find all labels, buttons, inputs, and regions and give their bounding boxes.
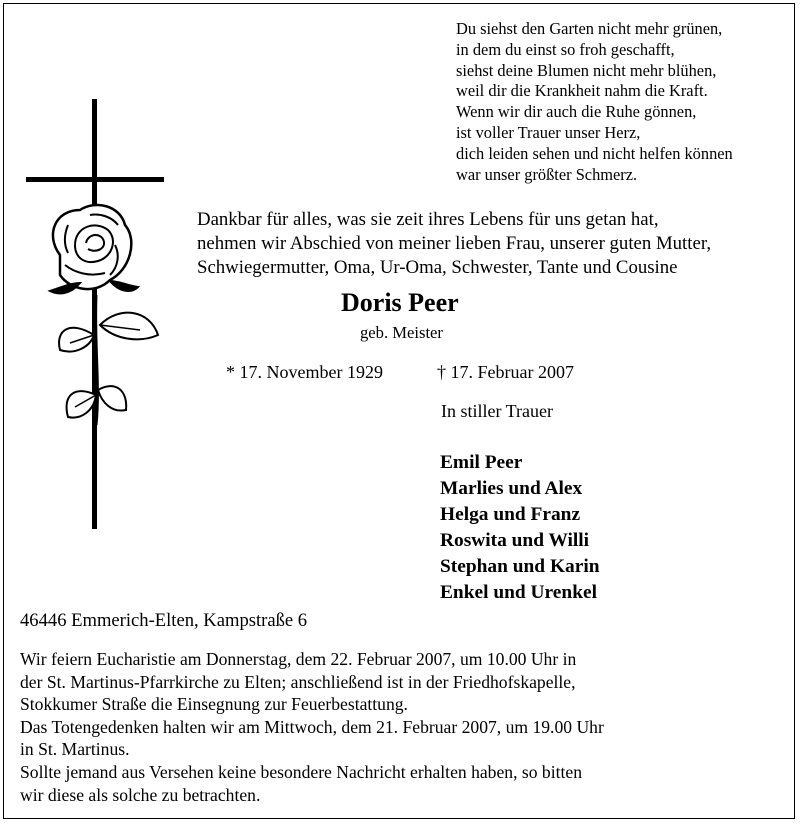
death-date: † 17. Februar 2007 <box>437 362 574 382</box>
family-member: Stephan und Karin <box>440 556 600 577</box>
deceased-name: Doris Peer <box>341 288 459 317</box>
poem-line: ist voller Trauer unser Herz, <box>456 122 641 142</box>
poem <box>456 19 733 185</box>
address: 46446 Emmerich-Elten, Kampstraße 6 <box>20 610 308 631</box>
family-member: Roswita und Willi <box>440 530 590 551</box>
rose-icon <box>50 205 158 425</box>
poem-line: dich leiden sehen und nicht helfen können <box>456 143 733 163</box>
poem-line: siehst deine Blumen nicht mehr blühen, <box>456 60 717 80</box>
intro-line: Schwiegermutter, Oma, Ur-Oma, Schwester, Tante und Cousine <box>197 257 678 279</box>
family-member: Emil Peer <box>440 452 523 473</box>
poem-line: in dem du einst so froh geschafft, <box>456 39 675 59</box>
intro-line: nehmen wir Abschied von meiner lieben Frau, unserer guten Mutter, <box>197 233 712 255</box>
service-details <box>20 648 604 806</box>
family-member: Helga und Franz <box>440 504 581 525</box>
details-line: der St. Martinus-Pfarrkirche zu Elten; anschließend ist in der Friedhofskapelle, <box>20 671 576 692</box>
details-line: Wir feiern Eucharistie am Donnerstag, dem 22. Februar 2007, um 10.00 Uhr in <box>20 649 577 669</box>
poem-line: weil dir die Krankheit nahm die Kraft. <box>456 81 708 101</box>
details-line: wir diese als solche zu betrachten. <box>20 784 261 805</box>
family-member: Enkel und Urenkel <box>440 582 597 603</box>
intro-line: Dankbar für alles, was sie zeit ihres Lebens für uns getan hat, <box>197 209 659 230</box>
poem-line: Du siehst den Garten nicht mehr grünen, <box>456 19 723 38</box>
details-line: Stokkumer Straße die Einsegnung zur Feuerbestattung. <box>20 694 408 715</box>
cross-and-rose-illustration <box>20 95 170 535</box>
details-line: in St. Martinus. <box>20 739 130 760</box>
family-member: Marlies und Alex <box>440 478 583 499</box>
birth-date: * 17. November 1929 <box>226 362 383 382</box>
family-list <box>440 450 600 606</box>
details-line: Sollte jemand aus Versehen keine besondere Nachricht erhalten haben, so bitten <box>20 761 582 782</box>
details-line: Das Totengedenken halten wir am Mittwoch, dem 21. Februar 2007, um 19.00 Uhr <box>20 716 604 737</box>
poem-line: Wenn wir dir auch die Ruhe gönnen, <box>456 102 697 122</box>
mourning-label: In stiller Trauer <box>441 401 553 421</box>
maiden-name: geb. Meister <box>360 323 443 342</box>
intro-text <box>197 208 711 281</box>
poem-line: war unser größter Schmerz. <box>456 164 638 184</box>
